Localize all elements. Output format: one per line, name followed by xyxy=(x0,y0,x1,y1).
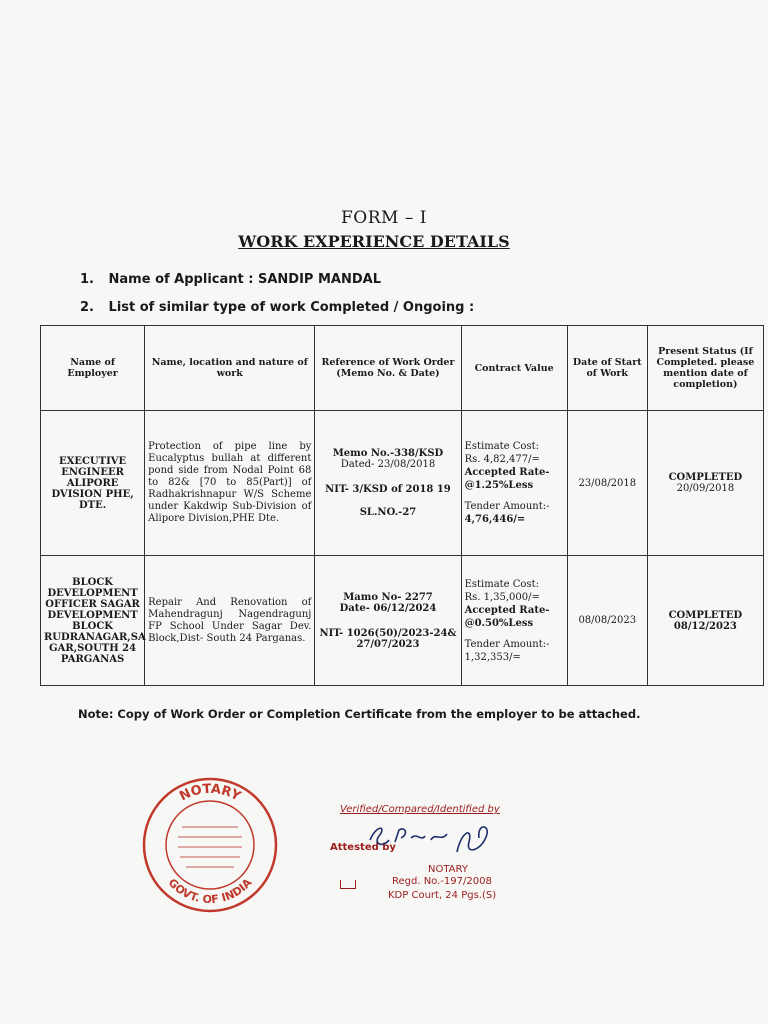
header-status: Present Status (If Completed. please mention date of completion) xyxy=(647,326,763,411)
start-date-cell: 23/08/2018 xyxy=(567,411,647,556)
item-number: 1. xyxy=(80,272,94,287)
table-header-row xyxy=(41,326,764,411)
signature-icon xyxy=(365,812,505,862)
memo-number: Memo No.-338/KSD xyxy=(332,448,444,459)
employer-cell: EXECUTIVE ENGINEER ALIPORE DVISION PHE, DTE. xyxy=(41,411,145,556)
header-reference: Reference of Work Order (Memo No. & Date) xyxy=(315,326,461,411)
accepted-rate: Accepted Rate- @0.50%Less xyxy=(464,604,550,629)
tender-label: Tender Amount:- xyxy=(464,638,550,650)
header-employer: Name of Employer xyxy=(41,326,145,411)
status-text: COMPLETED xyxy=(668,472,743,483)
reference-cell xyxy=(315,411,461,556)
estimate-value: Rs. 1,35,000/= xyxy=(464,591,540,603)
table-row xyxy=(41,556,764,686)
estimate-value: Rs. 4,82,477/= xyxy=(464,454,540,465)
svg-text:GOVT. OF INDIA xyxy=(166,876,255,906)
seal-top-text: NOTARY xyxy=(177,781,243,805)
tender-value: 1,32,353/= xyxy=(464,651,521,663)
estimate-label: Estimate Cost: xyxy=(464,578,539,590)
verified-text: Verified/Compared/Identified by xyxy=(340,804,500,815)
contract-cell xyxy=(461,411,567,556)
applicant-line xyxy=(80,272,381,287)
registration-text: Regd. No.-197/2008 xyxy=(392,876,492,887)
notary-text: NOTARY xyxy=(428,864,468,875)
list-intro-text: List of similar type of work Completed / Ongoing : xyxy=(108,300,475,315)
reference-cell xyxy=(315,556,461,686)
note-text: Note: Copy of Work Order or Completion Certificate from the employer to be attached. xyxy=(78,707,641,721)
item-number: 2. xyxy=(80,300,94,315)
nit-number: NIT- 1026(50)/2023-24& 27/07/2023 xyxy=(319,627,457,650)
tender-label: Tender Amount:- xyxy=(464,501,550,512)
form-title: FORM – I xyxy=(341,208,427,228)
status-cell xyxy=(647,411,763,556)
notary-seal-icon xyxy=(140,775,280,915)
status-date: 08/12/2023 xyxy=(673,620,737,632)
applicant-name: SANDIP MANDAL xyxy=(257,272,381,287)
stamp-mark-icon xyxy=(340,880,356,889)
applicant-label: Name of Applicant : xyxy=(108,272,254,287)
memo-number: Mamo No- 2277 xyxy=(343,591,433,603)
attested-text: Attested by xyxy=(330,842,396,853)
serial-number: SL.NO.-27 xyxy=(359,507,417,518)
seal-bottom-text: GOVT. OF INDIA xyxy=(165,876,255,907)
work-cell: Protection of pipe line by Eucalyptus bullah at different pond side from Nodal Point 68 to 82& [70 to 85(Part)] of Radhakrishnapur W/S Scheme under Kakdwip Sub-Division of Alipore Division,PHE Dte. xyxy=(145,411,315,556)
work-experience-table xyxy=(40,325,764,686)
court-text: KDP Court, 24 Pgs.(S) xyxy=(388,890,497,901)
table-row xyxy=(41,411,764,556)
status-cell xyxy=(647,556,763,686)
status-text: COMPLETED xyxy=(668,609,743,621)
contract-cell xyxy=(461,556,567,686)
nit-number: NIT- 3/KSD of 2018 19 xyxy=(325,484,451,495)
estimate-label: Estimate Cost: xyxy=(464,441,539,452)
memo-date: Dated- 23/08/2018 xyxy=(340,459,436,470)
header-work: Name, location and nature of work xyxy=(145,326,315,411)
start-date-cell: 08/08/2023 xyxy=(567,556,647,686)
employer-cell: BLOCK DEVELOPMENT OFFICER SAGAR DEVELOPMENT BLOCK RUDRANAGAR,SA GAR,SOUTH 24 PARGANAS xyxy=(41,556,145,686)
header-start-date: Date of Start of Work xyxy=(567,326,647,411)
document-title: WORK EXPERIENCE DETAILS xyxy=(238,232,510,251)
header-contract-value: Contract Value xyxy=(461,326,567,411)
status-date: 20/09/2018 xyxy=(676,483,735,494)
work-cell: Repair And Renovation of Mahendragunj Nagendragunj FP School Under Sagar Dev. Block,Dist- South 24 Parganas. xyxy=(145,556,315,686)
tender-value: 4,76,446/= xyxy=(464,514,526,525)
accepted-rate: Accepted Rate- @1.25%Less xyxy=(464,467,550,491)
memo-date: Date- 06/12/2024 xyxy=(339,602,437,614)
list-intro-line xyxy=(80,300,474,315)
